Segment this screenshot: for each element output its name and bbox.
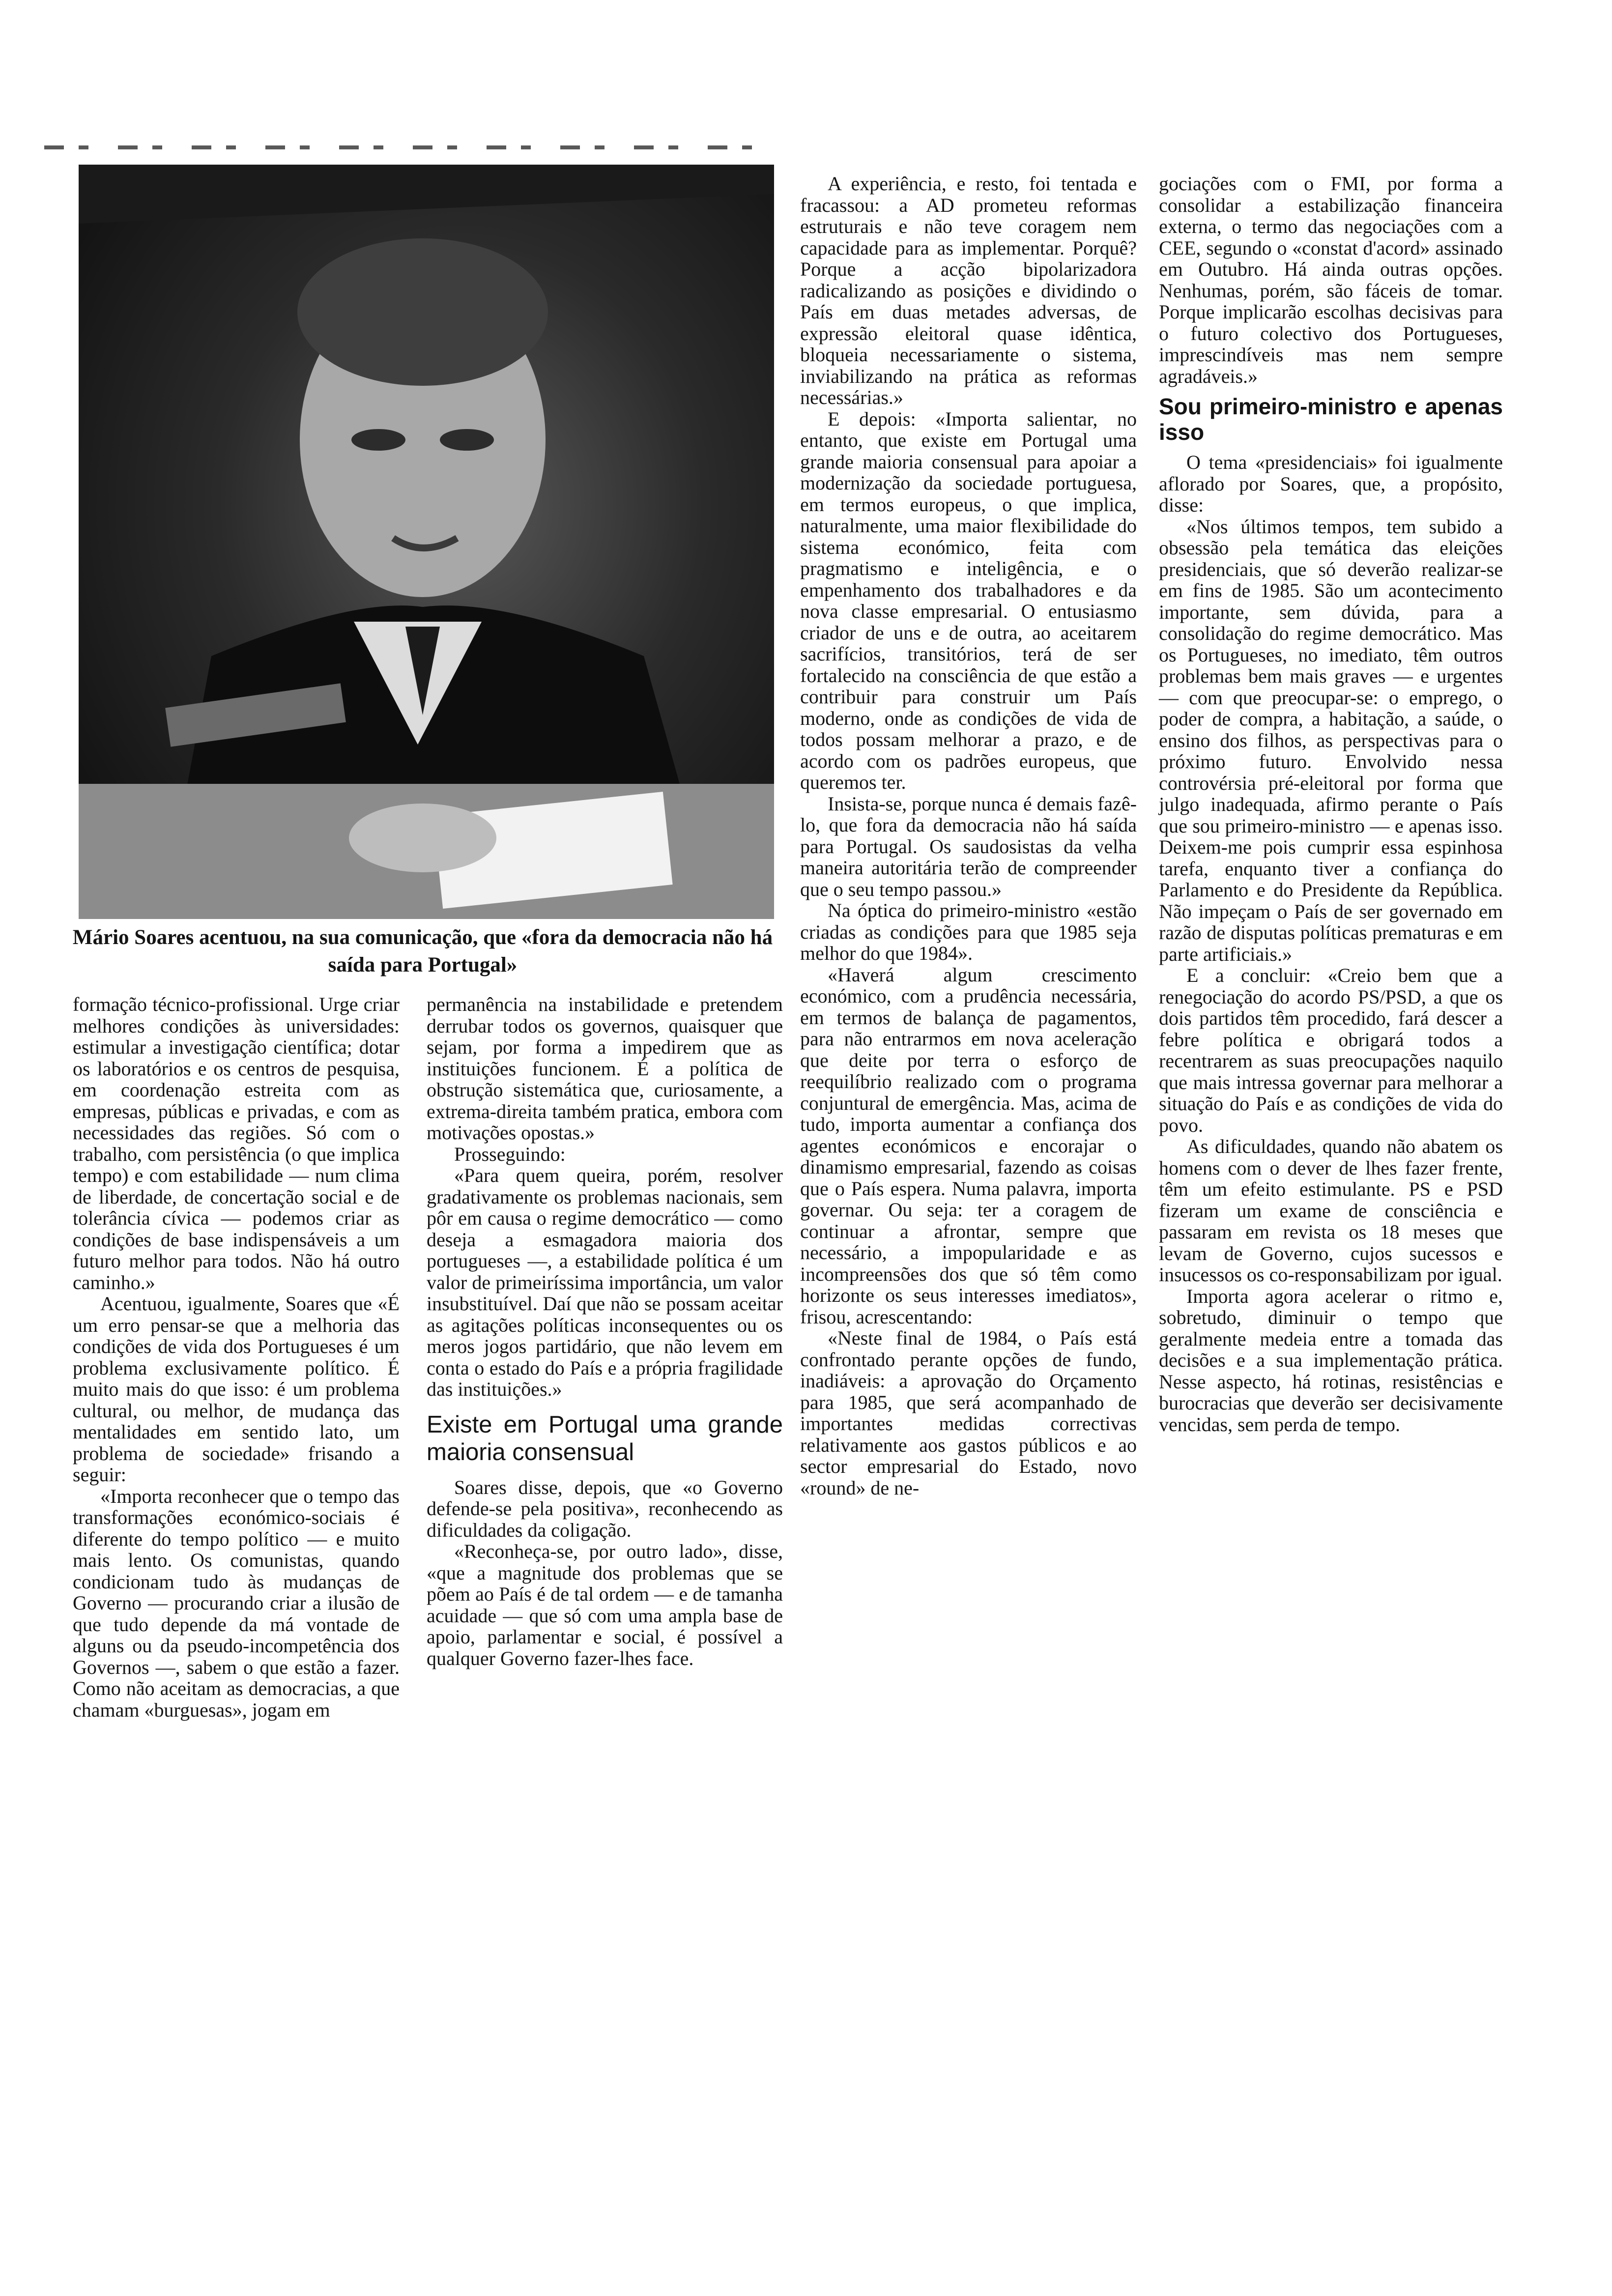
article-column-1: [73, 994, 400, 1721]
article-column-2: [427, 994, 783, 1669]
article-column-4: [1159, 173, 1503, 1435]
col4-paragraph-6: Importa agora acelerar o ritmo e, sobretudo, diminuir o tempo que geralmente medeia entre a tomada das decisões e a sua implementação prática. Nesse aspecto, há rotinas, resistências e burocracias que deverão ser decisivamente vencidas, sem perda de tempo.: [1159, 1285, 1503, 1435]
col4-paragraph-1: gociações com o FMI, por forma a consolidar a estabilização financeira externa, o termo das negociações com a CEE, segundo o «constat d'acord» assinado em Outubro. Há ainda outras opções. Nenhumas, porém, são fáceis de tomar. Porque implicarão escolhas decisivas para o futuro colectivo dos Portugueses, imprescindíveis mas nem sempre agradáveis.»: [1159, 172, 1503, 387]
col4-paragraph-2: O tema «presidenciais» foi igualmente aflorado por Soares, que, a propósito, disse:: [1159, 451, 1503, 516]
col1-paragraph-2: Acentuou, igualmente, Soares que «É um erro pensar-se que a melhoria das condições de vida dos Portugueses é um problema exclusivamente político. É muito mais do que isso: é um problema cultural, ou melhor, de mudança das mentalidades em sentido lato, um problema de sociedade» frisando a seguir:: [73, 1292, 400, 1486]
col3-paragraph-6: «Neste final de 1984, o País está confrontado perante opções de fundo, inadiáveis: a aprovação do Orçamento para 1985, que será acompanhado de importantes medidas correctivas relativamente aos gastos públicos e ao sector empresarial do Estado, novo «round» de ne-: [800, 1327, 1137, 1499]
col2-paragraph-5: «Reconheça-se, por outro lado», disse, «que a magnitude dos problemas que se põem ao País é de tal ordem — e de tamanha acuidade — que só com uma ampla base de apoio, parlamentar e social, é possível a qualquer Governo fazer-lhes face.: [427, 1540, 783, 1669]
subheading-maioria-consensual: Existe em Portugal uma grande maioria consensual: [427, 1411, 783, 1465]
photo-caption: Mário Soares acentuou, na sua comunicação, que «fora da democracia não há saída para Portugal»: [72, 926, 773, 976]
col2-paragraph-1: permanência na instabilidade e pretendem derrubar todos os governos, quaisquer que sejam, por forma a impedirem que as instituições funcionem. É a política de obstrução sistemática que, curiosamente, a extrema-direita também pratica, embora com motivações opostas.»: [427, 993, 783, 1144]
subheading-primeiro-ministro: Sou primeiro-ministro e apenas isso: [1159, 394, 1503, 445]
col2-paragraph-2: Prosseguindo:: [454, 1143, 566, 1165]
col3-paragraph-2: E depois: «Importa salientar, no entanto, que existe em Portugal uma grande maioria consensual para apoiar a modernização da sociedade portuguesa, em termos europeus, o que implica, naturalmente, uma maior flexibilidade do sistema económico, feita com pragmatismo e inteligência, e o empenhamento dos trabalhadores e da nova classe empresarial. O entusiasmo criador de uns e de outra, ao aceitarem sacrifícios, transitórios, terá de ser fortalecido na consciência de que estão a contribuir para construir um País moderno, onde as condições de vida de todos possam melhorar a prazo, e de acordo com os padrões europeus, que queremos ter.: [800, 407, 1137, 793]
col3-paragraph-1: A experiência, e resto, foi tentada e fracassou: a AD prometeu reformas estruturais e não teve coragem nem capacidade para as implementar. Porquê? Porque a acção bipolarizadora radicalizando as posições e dividindo o País em duas metades adversas, de expressão eleitoral quase idêntica, bloqueia necessariamente o sistema, inviabilizando na prática as reformas necessárias.»: [800, 172, 1137, 408]
col4-paragraph-4: E a concluir: «Creio bem que a renegociação do acordo PS/PSD, a que os dois partidos têm procedido, fará descer a febre política e obrigará todos a recentrarem as suas preocupações naquilo que mais intressa governar para melhorar a situação do País e as condições de vida do povo.: [1159, 964, 1503, 1136]
photo-mario-soares: [79, 165, 774, 919]
col4-paragraph-5: As dificuldades, quando não abatem os homens com o dever de lhes fazer frente, têm um efeito estimulante. PS e PSD fizeram um exame de consciência e passaram em revista os 18 meses que levam de Governo, cujos sucessos e insucessos os co-responsabilizam por igual.: [1159, 1135, 1503, 1286]
col2-paragraph-3: «Para quem queira, porém, resolver gradativamente os problemas nacionais, sem pôr em causa o regime democrático — como deseja a esmagadora maioria dos portugueses —, a estabilidade política é um valor de primeiríssima importância, um valor insubstituível. Daí que não se possam aceitar as agitações políticas inconsequentes ou os meros jogos partidário, que não levem em conta o estado do País e a própria fragilidade das instituições.»: [427, 1164, 783, 1400]
col3-paragraph-3: Insista-se, porque nunca é demais fazê-lo, que fora da democracia não há saída para Portugal. Os saudosistas da velha maneira autoritária terão de compreender que o seu tempo passou.»: [800, 792, 1137, 900]
col3-paragraph-4: Na óptica do primeiro-ministro «estão criadas as condições para que 1985 seja melhor do que 1984».: [800, 899, 1137, 964]
col4-paragraph-3: «Nos últimos tempos, tem subido a obsessão pela temática das eleições presidenciais, que só deverão realizar-se em fins de 1985. São um acontecimento importante, sem dúvida, para a consolidação do regime democrático. Mas os Portugueses, no imediato, têm outros problemas bem mais graves — e urgentes — com que preocupar-se: o emprego, o poder de compra, a habitação, a saúde, o ensino dos filhos, as perspectivas para o próximo futuro. Envolvido nessa controvérsia pré-eleitoral por forma que julgo inadequada, afirmo perante o País que sou primeiro-ministro — e apenas isso. Deixem-me pois cumprir essa espinhosa tarefa, enquanto tiver a confiança do Parlamento e do Presidente da República. Não impeçam o País de ser governado em razão de disputas políticas prematuras e em parte artificiais.»: [1159, 515, 1503, 965]
col2-paragraph-4: Soares disse, depois, que «o Governo defende-se pela positiva», reconhecendo as dificuldades da coligação.: [427, 1476, 783, 1541]
portrait-illustration: [79, 165, 774, 919]
col1-paragraph-3: «Importa reconhecer que o tempo das transformações económico-sociais é diferente do tempo político — e muito mais lento. Os comunistas, quando condicionam tudo às mudanças de Governo — procurando criar a ilusão de que tudo depende da má vontade de alguns ou da pseudo-incompetência dos Governos —, sabem o que estão a fazer. Como não aceitam as democracias, a que chamam «burguesas», jogam em: [73, 1485, 400, 1721]
header-rule: [44, 145, 767, 149]
col3-paragraph-5: «Haverá algum crescimento económico, com a prudência necessária, em termos de balança de pagamentos, para não entrarmos em nova aceleração que deite por terra o esforço de reequilíbrio realizado com o programa conjuntural de emergência. Mas, acima de tudo, importa aumentar a confiança dos agentes económicos e encorajar o dinamismo empresarial, fazendo as coisas que o País espera. Numa palavra, importa governar. Ou seja: ter a coragem de continuar a afrontar, sempre que necessário, a impopularidade e as incompreensões dos que só têm como horizonte os seus interesses imediatos», frisou, acrescentando:: [800, 963, 1137, 1328]
col1-paragraph-1: formação técnico-profissional. Urge criar melhores condições às universidades: estimular a investigação científica; dotar os laboratórios e os centros de pesquisa, em coordenação estreita com as empresas, públicas e privadas, e com as necessidades das regiões. Só com o trabalho, com persistência (o que implica tempo) e com estabilidade — num clima de liberdade, de concertação social e de tolerância cívica — podemos criar as condições de base indispensáveis a um futuro melhor para todos. Não há outro caminho.»: [73, 993, 400, 1293]
article-column-3: [800, 173, 1137, 1498]
